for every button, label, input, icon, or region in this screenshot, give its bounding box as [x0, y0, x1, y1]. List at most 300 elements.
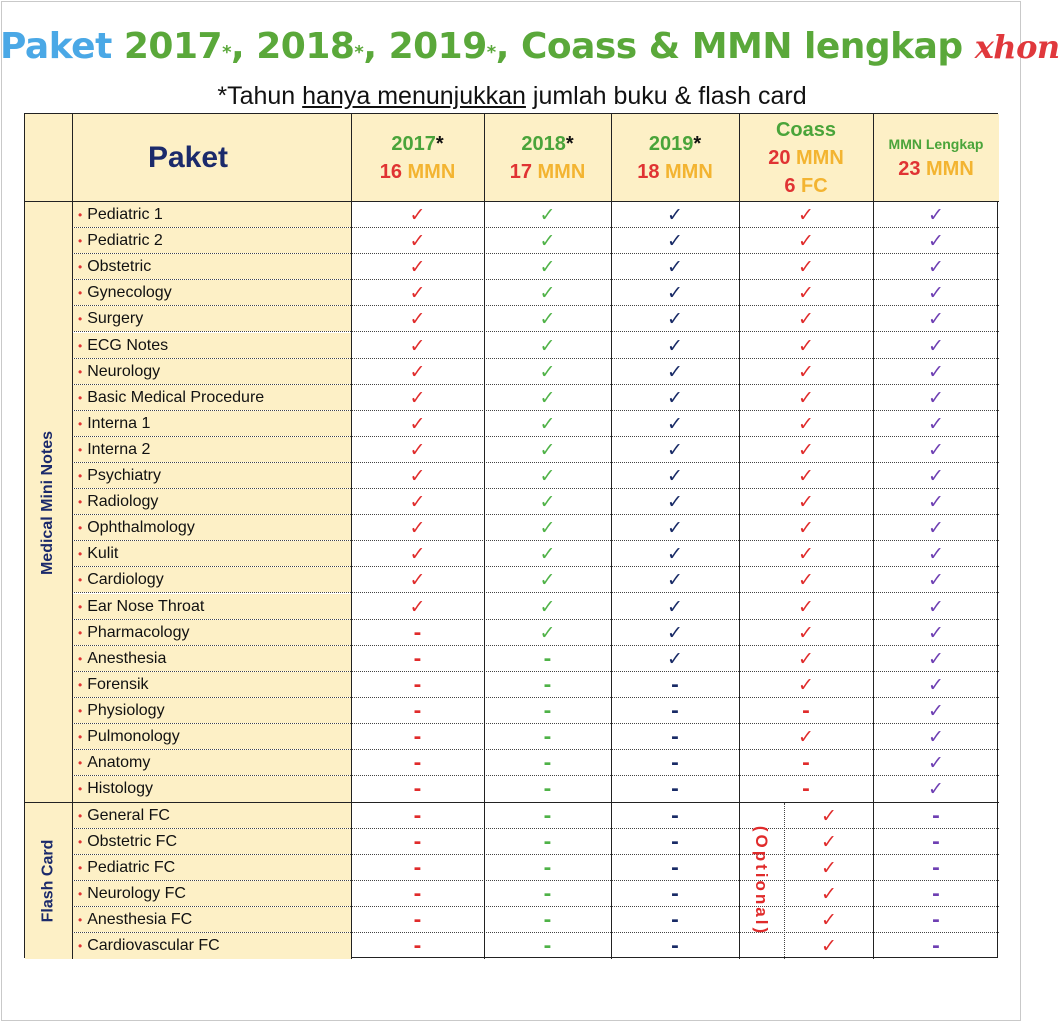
check-icon: ✓ [928, 204, 944, 226]
table-row [72, 776, 999, 802]
row-label-text: Anatomy [87, 754, 151, 772]
section-mmn-label: Medical Mini Notes [39, 430, 57, 575]
dash-icon: - [543, 778, 552, 801]
dash-icon: - [413, 647, 422, 670]
bullet-icon: • [78, 677, 83, 692]
subtitle-suffix: jumlah buku & flash card [525, 82, 807, 110]
check-icon: ✓ [667, 621, 683, 644]
check-icon: ✓ [409, 204, 426, 226]
bullet-icon: • [78, 547, 83, 562]
row-label [72, 855, 351, 880]
check-icon: ✓ [539, 491, 556, 514]
dash-icon: - [671, 883, 679, 905]
check-icon: ✓ [539, 230, 556, 253]
check-icon: ✓ [539, 438, 556, 461]
row-label-text: Cardiology [87, 571, 164, 589]
header-col-2019 [611, 114, 739, 202]
dash-icon: - [671, 673, 679, 696]
check-icon: ✓ [798, 569, 814, 592]
table-row [72, 594, 999, 620]
check-icon: ✓ [798, 334, 814, 357]
bullet-icon: • [78, 338, 83, 353]
check-icon: ✓ [798, 465, 814, 487]
check-icon: ✓ [409, 412, 426, 435]
check-icon: ✓ [798, 595, 814, 618]
check-icon: ✓ [798, 412, 814, 435]
row-label [72, 515, 351, 540]
check-icon: ✓ [928, 621, 944, 644]
bullet-icon: • [78, 364, 83, 379]
row-label-text: Ophthalmology [87, 519, 195, 537]
check-icon: ✓ [539, 204, 556, 226]
row-label-text: Pediatric 1 [87, 206, 163, 223]
row-label-text: Pharmacology [87, 623, 190, 641]
dash-icon: - [543, 857, 552, 879]
header-lengkap-count: 23 [898, 157, 921, 180]
check-icon: ✓ [798, 673, 814, 696]
check-icon: ✓ [667, 412, 683, 435]
dash-icon: - [543, 935, 552, 957]
check-icon: ✓ [409, 256, 426, 279]
header-2019-count: 18 [637, 160, 660, 183]
row-label-text: Kulit [87, 545, 119, 563]
vertical-divider [873, 114, 874, 959]
check-icon: ✓ [667, 569, 683, 592]
table-row [72, 254, 999, 280]
row-label [72, 359, 351, 384]
check-icon: ✓ [821, 909, 837, 931]
check-icon: ✓ [821, 805, 837, 827]
check-icon: ✓ [539, 621, 556, 644]
check-icon: ✓ [409, 517, 426, 540]
dash-icon: - [543, 831, 552, 853]
check-icon: ✓ [539, 308, 556, 331]
row-label-text: Physiology [87, 701, 165, 719]
vertical-divider [351, 114, 352, 959]
table-row [72, 672, 999, 698]
check-icon: ✓ [409, 491, 426, 514]
row-label [72, 620, 351, 645]
header-col-coass [739, 114, 873, 202]
row-label [72, 829, 351, 854]
dash-icon: - [671, 805, 679, 827]
check-icon: ✓ [928, 726, 944, 748]
row-label [72, 724, 351, 749]
table-row [72, 620, 999, 646]
check-icon: ✓ [409, 386, 426, 409]
check-icon: ✓ [409, 543, 426, 566]
header-2019-unit: MMN [665, 160, 713, 183]
check-icon: ✓ [667, 647, 683, 670]
check-icon: ✓ [667, 517, 683, 540]
section-mmn-label-cell [25, 202, 72, 803]
table-row [72, 698, 999, 724]
header-col-lengkap [873, 114, 999, 202]
bullet-icon: • [78, 730, 83, 744]
row-label-text: Anesthesia [87, 649, 167, 667]
dash-icon: - [413, 726, 422, 748]
header-lengkap-label: MMN Lengkap [888, 135, 984, 152]
header-2018-year: 2018 [521, 132, 566, 155]
row-label-text: Gynecology [87, 284, 172, 302]
check-icon: ✓ [798, 647, 814, 670]
dash-icon: - [413, 778, 422, 801]
header-col-2018 [484, 114, 611, 202]
check-icon: ✓ [409, 438, 426, 461]
dash-icon: - [932, 883, 940, 905]
check-icon: ✓ [928, 647, 944, 670]
row-label [72, 254, 351, 279]
bullet-icon: • [78, 861, 83, 875]
dash-icon: - [413, 621, 422, 644]
dash-icon: - [413, 805, 422, 827]
check-icon: ✓ [821, 857, 837, 879]
bullet-icon: • [78, 260, 83, 275]
header-2017-count: 16 [379, 160, 402, 183]
header-coass-fc-unit: FC [801, 174, 828, 197]
header-col-2017 [351, 114, 484, 202]
title-comma: , [230, 26, 245, 67]
table-row [72, 437, 999, 463]
row-label [72, 646, 351, 671]
dash-icon: - [413, 752, 422, 775]
table-row [72, 333, 999, 359]
check-icon: ✓ [667, 438, 683, 461]
check-icon: ✓ [409, 282, 426, 305]
check-icon: ✓ [667, 308, 683, 331]
check-icon: ✓ [539, 360, 556, 383]
subtitle-underlined: hanya menunjukkan [302, 82, 526, 110]
title-comma: , [495, 26, 509, 67]
dash-icon: - [413, 883, 422, 905]
bullet-icon: • [78, 469, 83, 483]
subtitle-note [0, 82, 1024, 111]
page-title [0, 26, 1060, 67]
bullet-icon: • [78, 625, 83, 640]
row-label [72, 437, 351, 462]
dash-icon: - [413, 831, 422, 853]
check-icon: ✓ [928, 517, 944, 540]
header-lengkap-unit: MMN [926, 157, 974, 180]
check-icon: ✓ [409, 465, 426, 487]
row-label [72, 933, 351, 959]
row-label-text: General FC [87, 807, 170, 824]
dash-icon: - [413, 699, 422, 722]
row-label-text: Obstetric [87, 258, 152, 276]
bullet-icon: • [78, 312, 83, 327]
check-icon: ✓ [409, 308, 426, 331]
table-row [72, 829, 999, 855]
header-2017-unit: MMN [407, 160, 456, 183]
row-label [72, 306, 351, 331]
dash-icon: - [932, 805, 940, 827]
row-label-text: Forensik [87, 675, 149, 693]
check-icon: ✓ [539, 543, 556, 566]
row-label [72, 228, 351, 253]
row-label [72, 333, 351, 358]
dash-icon: - [932, 831, 940, 853]
dash-icon: - [543, 726, 552, 748]
check-icon: ✓ [798, 726, 814, 748]
bullet-icon: • [78, 234, 83, 249]
row-label [72, 202, 351, 227]
check-icon: ✓ [798, 491, 814, 514]
row-label [72, 803, 351, 828]
table-row [72, 359, 999, 385]
title-comma: , [363, 26, 377, 67]
check-icon: ✓ [798, 621, 814, 644]
header-2019-year: 2019 [648, 132, 694, 155]
row-label-text: Anesthesia FC [87, 911, 193, 928]
check-icon: ✓ [928, 256, 944, 279]
subtitle-prefix: *Tahun [217, 82, 303, 110]
check-icon: ✓ [667, 491, 683, 514]
check-icon: ✓ [798, 204, 814, 226]
dash-icon: - [413, 935, 422, 957]
row-label [72, 411, 351, 436]
table-row [72, 541, 999, 567]
bullet-icon: • [78, 208, 83, 222]
check-icon: ✓ [667, 204, 683, 226]
dash-icon: - [671, 857, 679, 879]
header-paket-cell [25, 114, 351, 202]
dash-icon: - [671, 831, 679, 853]
check-icon: ✓ [798, 230, 814, 253]
check-icon: ✓ [928, 673, 944, 696]
table-row [72, 202, 999, 228]
title-2018: 2018 [256, 26, 355, 67]
check-icon: ✓ [539, 412, 556, 435]
vertical-divider [72, 114, 73, 959]
check-icon: ✓ [539, 569, 556, 592]
row-label [72, 776, 351, 802]
check-icon: ✓ [539, 282, 556, 305]
check-icon: ✓ [667, 230, 683, 253]
header-coass-label: Coass [775, 118, 837, 141]
title-star: * [354, 42, 364, 63]
bullet-icon: • [78, 939, 83, 953]
check-icon: ✓ [798, 543, 814, 566]
table-row [72, 489, 999, 515]
row-label [72, 594, 351, 619]
row-label [72, 567, 351, 592]
dash-icon: - [543, 883, 552, 905]
table-row [72, 567, 999, 593]
header-2019-star: * [693, 132, 702, 155]
bullet-icon: • [78, 286, 83, 301]
row-label [72, 881, 351, 906]
header-2017-star: * [435, 132, 444, 155]
title-paket: Paket [0, 26, 112, 67]
check-icon: ✓ [667, 334, 683, 357]
check-icon: ✓ [667, 465, 683, 487]
table-row [72, 515, 999, 541]
dash-icon: - [671, 909, 679, 931]
check-icon: ✓ [928, 595, 944, 618]
check-icon: ✓ [928, 491, 944, 514]
check-icon: ✓ [928, 386, 944, 409]
package-table [24, 113, 998, 958]
table-row [72, 907, 999, 933]
row-label [72, 541, 351, 566]
table-row [72, 803, 999, 829]
check-icon: ✓ [928, 465, 944, 487]
check-icon: ✓ [667, 386, 683, 409]
title-rest: Coass & MMN lengkap [520, 26, 963, 67]
header-2018-unit: MMN [537, 160, 586, 183]
header-paket-label: Paket [147, 140, 229, 174]
check-icon: ✓ [928, 438, 944, 461]
row-label [72, 463, 351, 488]
check-icon: ✓ [409, 569, 426, 592]
section-fc-label: Flash Card [39, 839, 57, 923]
check-icon: ✓ [409, 334, 426, 357]
row-label-text: Cardiovascular FC [87, 937, 220, 954]
dash-icon: - [802, 778, 810, 801]
check-icon: ✓ [798, 386, 814, 409]
check-icon: ✓ [539, 334, 556, 357]
title-star: * [486, 42, 496, 63]
dash-icon: - [671, 935, 679, 957]
row-label-text: Obstetric FC [87, 833, 177, 850]
title-brand: xhon [974, 28, 1060, 66]
dash-icon: - [932, 857, 940, 879]
row-label-text: Pediatric FC [87, 859, 176, 876]
optional-note-cell [739, 803, 785, 959]
dash-icon: - [932, 935, 940, 957]
table-row [72, 933, 999, 959]
dash-icon: - [671, 726, 679, 748]
row-label-text: Surgery [87, 310, 144, 328]
dash-icon: - [543, 909, 552, 931]
vertical-divider [484, 114, 485, 959]
check-icon: ✓ [539, 386, 556, 409]
check-icon: ✓ [798, 438, 814, 461]
row-label [72, 385, 351, 410]
bullet-icon: • [78, 809, 83, 823]
bullet-icon: • [78, 495, 83, 510]
check-icon: ✓ [409, 595, 426, 618]
check-icon: ✓ [928, 412, 944, 435]
row-label-text: Radiology [87, 493, 159, 511]
header-coass-fc-count: 6 [784, 174, 796, 197]
dash-icon: - [671, 699, 679, 722]
dash-icon: - [802, 752, 810, 775]
optional-note: (Optional) [752, 825, 772, 937]
check-icon: ✓ [928, 569, 944, 592]
dash-icon: - [671, 752, 679, 775]
check-icon: ✓ [928, 230, 944, 253]
bullet-icon: • [78, 887, 83, 901]
check-icon: ✓ [667, 595, 683, 618]
bullet-icon: • [78, 756, 83, 771]
dash-icon: - [413, 673, 422, 696]
check-icon: ✓ [798, 256, 814, 279]
bullet-icon: • [78, 835, 83, 849]
row-label [72, 907, 351, 932]
section-fc-label-cell [25, 803, 72, 959]
check-icon: ✓ [539, 595, 556, 618]
bullet-icon: • [78, 521, 83, 536]
check-icon: ✓ [798, 308, 814, 331]
check-icon: ✓ [928, 778, 944, 801]
dash-icon: - [413, 857, 422, 879]
section-divider [25, 802, 999, 803]
row-label-text: Neurology [87, 362, 161, 380]
dash-icon: - [413, 909, 422, 931]
row-label-text: Psychiatry [87, 467, 161, 484]
check-icon: ✓ [667, 543, 683, 566]
bullet-icon: • [78, 651, 83, 666]
check-icon: ✓ [928, 334, 944, 357]
check-icon: ✓ [409, 230, 426, 253]
dash-icon: - [543, 647, 552, 670]
check-icon: ✓ [928, 699, 944, 722]
check-icon: ✓ [539, 517, 556, 540]
row-label-text: Pediatric 2 [87, 232, 163, 250]
title-star: * [222, 42, 231, 63]
bullet-icon: • [78, 442, 83, 457]
check-icon: ✓ [667, 360, 683, 383]
header-2017-year: 2017 [391, 132, 436, 155]
vertical-divider [611, 114, 612, 959]
row-label [72, 280, 351, 305]
check-icon: ✓ [928, 282, 944, 305]
row-label-text: Histology [87, 780, 154, 798]
table-row [72, 750, 999, 776]
row-label-text: Neurology FC [87, 885, 186, 902]
row-label-text: Pulmonology [87, 728, 180, 745]
table-row [72, 881, 999, 907]
bullet-icon: • [78, 782, 83, 797]
check-icon: ✓ [821, 935, 837, 957]
table-row [72, 724, 999, 750]
header-coass-unit: MMN [796, 146, 844, 169]
table-row [72, 306, 999, 332]
check-icon: ✓ [928, 308, 944, 331]
dash-icon: - [543, 805, 552, 827]
check-icon: ✓ [928, 543, 944, 566]
row-label-text: Interna 2 [87, 440, 151, 458]
bullet-icon: • [78, 913, 83, 927]
table-row [72, 280, 999, 306]
title-2019: 2019 [388, 26, 487, 67]
row-label-text: ECG Notes [87, 336, 169, 354]
row-label [72, 672, 351, 697]
header-2018-star: * [565, 132, 574, 155]
dash-icon: - [543, 699, 552, 722]
check-icon: ✓ [821, 883, 837, 905]
table-row [72, 463, 999, 489]
row-label [72, 698, 351, 723]
check-icon: ✓ [798, 282, 814, 305]
bullet-icon: • [78, 573, 83, 588]
row-label-text: Interna 1 [87, 414, 151, 432]
check-icon: ✓ [667, 256, 683, 279]
row-label-text: Basic Medical Procedure [87, 388, 265, 406]
table-row [72, 228, 999, 254]
check-icon: ✓ [667, 282, 683, 305]
header-2018-count: 17 [509, 160, 532, 183]
bullet-icon: • [78, 599, 83, 614]
row-label [72, 489, 351, 514]
header-coass-count: 20 [768, 146, 791, 169]
dash-icon: - [543, 673, 552, 696]
check-icon: ✓ [409, 360, 426, 383]
title-2017: 2017 [123, 26, 223, 67]
check-icon: ✓ [928, 752, 944, 775]
row-label [72, 750, 351, 775]
